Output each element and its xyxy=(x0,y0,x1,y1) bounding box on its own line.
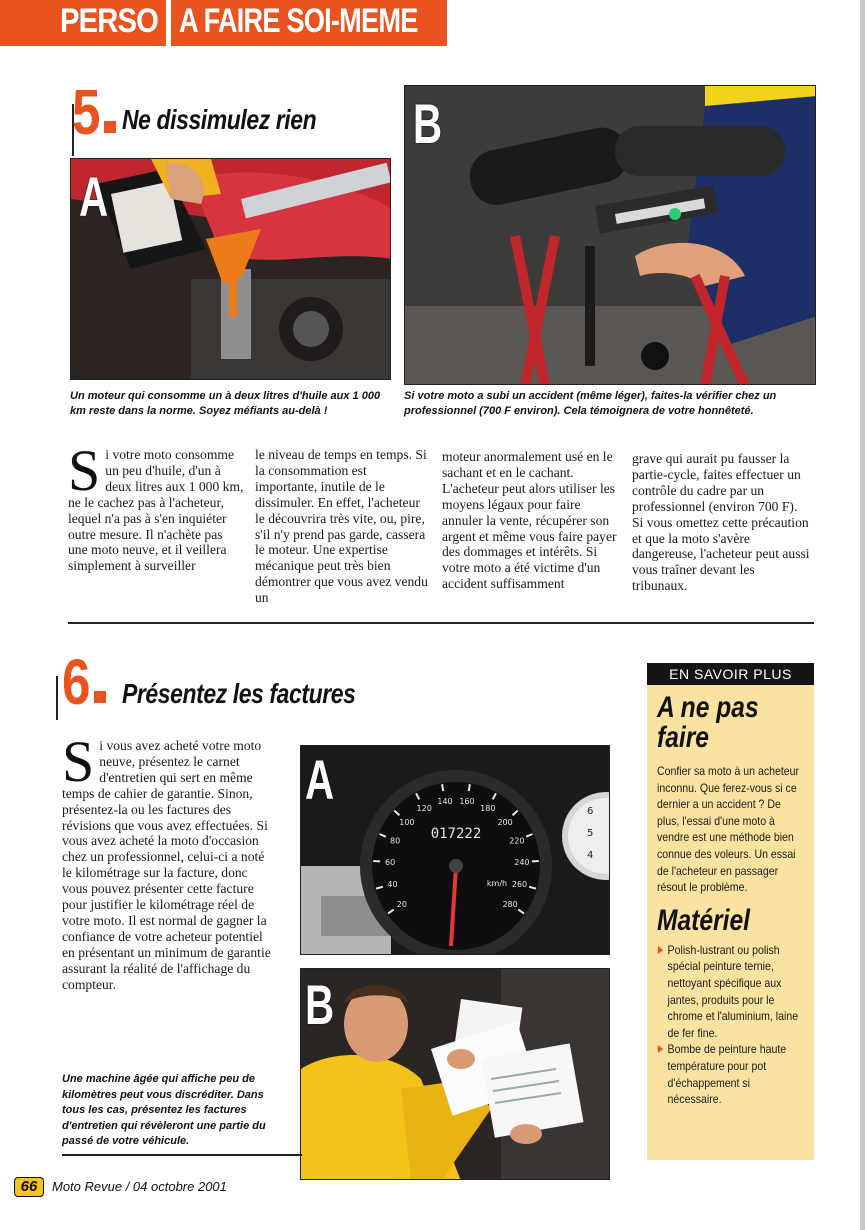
speedometer-tick-mark xyxy=(442,784,443,791)
page-number-badge: 66 xyxy=(14,1177,44,1197)
section6-body-text: i vous avez acheté votre moto neuve, présentez le carnet d'entretien qui sert en même temps de cahier de garantie. Sinon, présentez-la ou les factures des révisions que vous avez effectuées. Si vous avez acheté la moto d'occasion chez un professionnel, celui-ci a noté le kilométrage sur la facture, donc vous pouvez présenter cette facture pour justifier le kilométrage réel de votre moto. Il est normal de gagner la confiance de votre acheteur potentiel en présentant un minimum de garantie assurant la réalité de l'affichage du compteur. xyxy=(62,738,271,992)
speedometer-tick-label: 160 xyxy=(459,796,475,806)
photo-oil-refill-image xyxy=(71,159,391,380)
section5-bottom-rule xyxy=(68,622,814,624)
sidebar-title-material: Matériel xyxy=(657,903,750,937)
speedometer-tick-label: 140 xyxy=(437,796,453,806)
header-title-tag xyxy=(171,0,447,46)
section5-column-2-text: le niveau de temps en temps. Si la consommation est importante, inutile de le dissimuler. En effet, l'acheteur le découvrira très vite, ou, pire, s'il n'y prend pas garde, cassera le moteur. Une expertise mécanique peut très bien démontrer que vous avez vendu un xyxy=(255,447,428,606)
photo-invoices-image xyxy=(301,969,610,1180)
speedometer-tick-label: 120 xyxy=(416,804,432,814)
section6-dropcap: S xyxy=(62,729,95,794)
section5-title: Ne dissimulez rien xyxy=(122,104,317,135)
sidebar-header: EN SAVOIR PLUS xyxy=(647,663,814,685)
section6-title: Présentez les factures xyxy=(122,678,356,709)
speed-unit-label: km/h xyxy=(486,879,508,888)
speedometer-tick-label: 100 xyxy=(399,817,415,827)
speedometer-tick-label: 220 xyxy=(509,836,525,846)
photo-frame-check-letter: B xyxy=(413,92,443,155)
photo-invoices xyxy=(300,968,610,1180)
section5-column-4 xyxy=(632,451,812,594)
header-section-label: PERSO xyxy=(60,2,159,40)
sidebar-title-dont: A ne pas faire xyxy=(657,691,759,754)
photo-oil-refill xyxy=(70,158,391,380)
photo-speedometer xyxy=(300,745,610,955)
speedometer-tick-label: 260 xyxy=(511,879,528,889)
photo-speedometer-image xyxy=(301,746,610,955)
header-title-label: A FAIRE SOI-MEME xyxy=(179,2,418,40)
photo-frame-check xyxy=(404,85,816,385)
sidebar-text-dont: Confier sa moto à un acheteur inconnu. Que ferez-vous si ce dernier a un accident ? De plus, l'essai d'une moto à vendre est une méthode bien connue des voleurs. Un essai de l'acheteur en passager résout le problème. xyxy=(657,764,800,895)
photo-oil-refill-letter: A xyxy=(79,165,109,228)
sidebar-material-item: Bombe de peinture haute température pour pot d'échappement si nécessaire. xyxy=(657,1041,802,1107)
section5-number: 5 xyxy=(72,76,101,148)
speedometer-tick-label: 60 xyxy=(385,858,396,867)
header-section-tag xyxy=(0,0,166,46)
photo-speedometer-letter: A xyxy=(305,748,335,811)
speedometer-tick-label: 180 xyxy=(480,804,496,814)
photo-frame-check-caption: Si votre moto a subi un accident (même léger), faites-la vérifier chez un professionnel (700 F environ). Cela témoignera de votre honnêteté. xyxy=(404,390,777,417)
section5-column-3-text: moteur anormalement usé en le sachant et en le cachant. L'acheteur peut alors utiliser les moyens légaux pour faire annuler la vente, récupérer son argent et même vous faire payer des dommages et intérêts. Si votre moto a été victime d'un accident suffisamment xyxy=(442,449,617,592)
section5-number-dot xyxy=(104,121,116,133)
section6-caption: Une machine âgée qui affiche peu de kilomètres peut vous discréditer. Dans tous les cas, présentez les factures d'entretien qui révèleront une partie du passé de votre véhicule. xyxy=(62,1073,266,1147)
photo-frame-check-image xyxy=(405,86,816,385)
sidebar-material-item: Polish-lustrant ou polish spécial peinture ternie, nettoyant spécifique aux jantes, produits pour le chrome et l'aluminium, laine de fer fine. xyxy=(657,942,802,1042)
sidebar-box xyxy=(647,685,814,1160)
rpm-tick-label: 6 xyxy=(587,806,594,817)
section5-column-1-text: i votre moto consomme un peu d'huile, d'un à deux litres aux 1 000 km, ne le cachez pas à l'acheteur, lequel n'a pas à s'en inquiéter outre mesure. Il n'achète pas une moto neuve, et il veillera simplement à surveiller xyxy=(68,447,244,574)
section5-column-1 xyxy=(68,438,244,574)
speedometer-tick-label: 80 xyxy=(390,836,401,846)
section6-number-dot xyxy=(94,691,106,703)
speedometer-tick-label: 240 xyxy=(514,858,530,867)
speedometer-tick-mark xyxy=(469,784,470,791)
speedometer-tick-label: 40 xyxy=(387,879,398,889)
speedometer-tick-label: 20 xyxy=(396,899,407,909)
speedometer-tick-label: 280 xyxy=(502,899,518,909)
footer-publication: Moto Revue / 04 octobre 2001 xyxy=(52,1179,227,1194)
photo-oil-refill-caption: Un moteur qui consomme un à deux litres d'huile aux 1 000 km reste dans la norme. Soyez méfiants au-delà ! xyxy=(70,390,381,417)
rpm-tick-label: 5 xyxy=(587,828,594,839)
sidebar-material-list xyxy=(657,942,802,1108)
section6-body xyxy=(62,729,274,993)
section6-bottom-rule xyxy=(62,1154,302,1156)
section6-vertical-rule xyxy=(56,676,58,720)
section5-column-2 xyxy=(255,447,431,606)
page-edge xyxy=(860,0,865,1230)
section5-column-3 xyxy=(442,449,622,592)
section5-column-4-text: grave qui aurait pu fausser la partie-cycle, faites effectuer un contrôle du cadre par un professionnel (environ 700 F). Si vous omettez cette précaution et que la moto s'avère dangereuse, l'acheteur peut aussi vous traîner devant les tribunaux. xyxy=(632,451,810,594)
section5-dropcap: S xyxy=(68,438,101,503)
odometer-readout: 017222 xyxy=(430,826,482,842)
rpm-tick-label: 4 xyxy=(587,850,594,861)
photo-invoices-letter: B xyxy=(305,973,335,1036)
section6-number: 6 xyxy=(62,646,91,718)
speedometer-tick-label: 200 xyxy=(497,817,513,827)
